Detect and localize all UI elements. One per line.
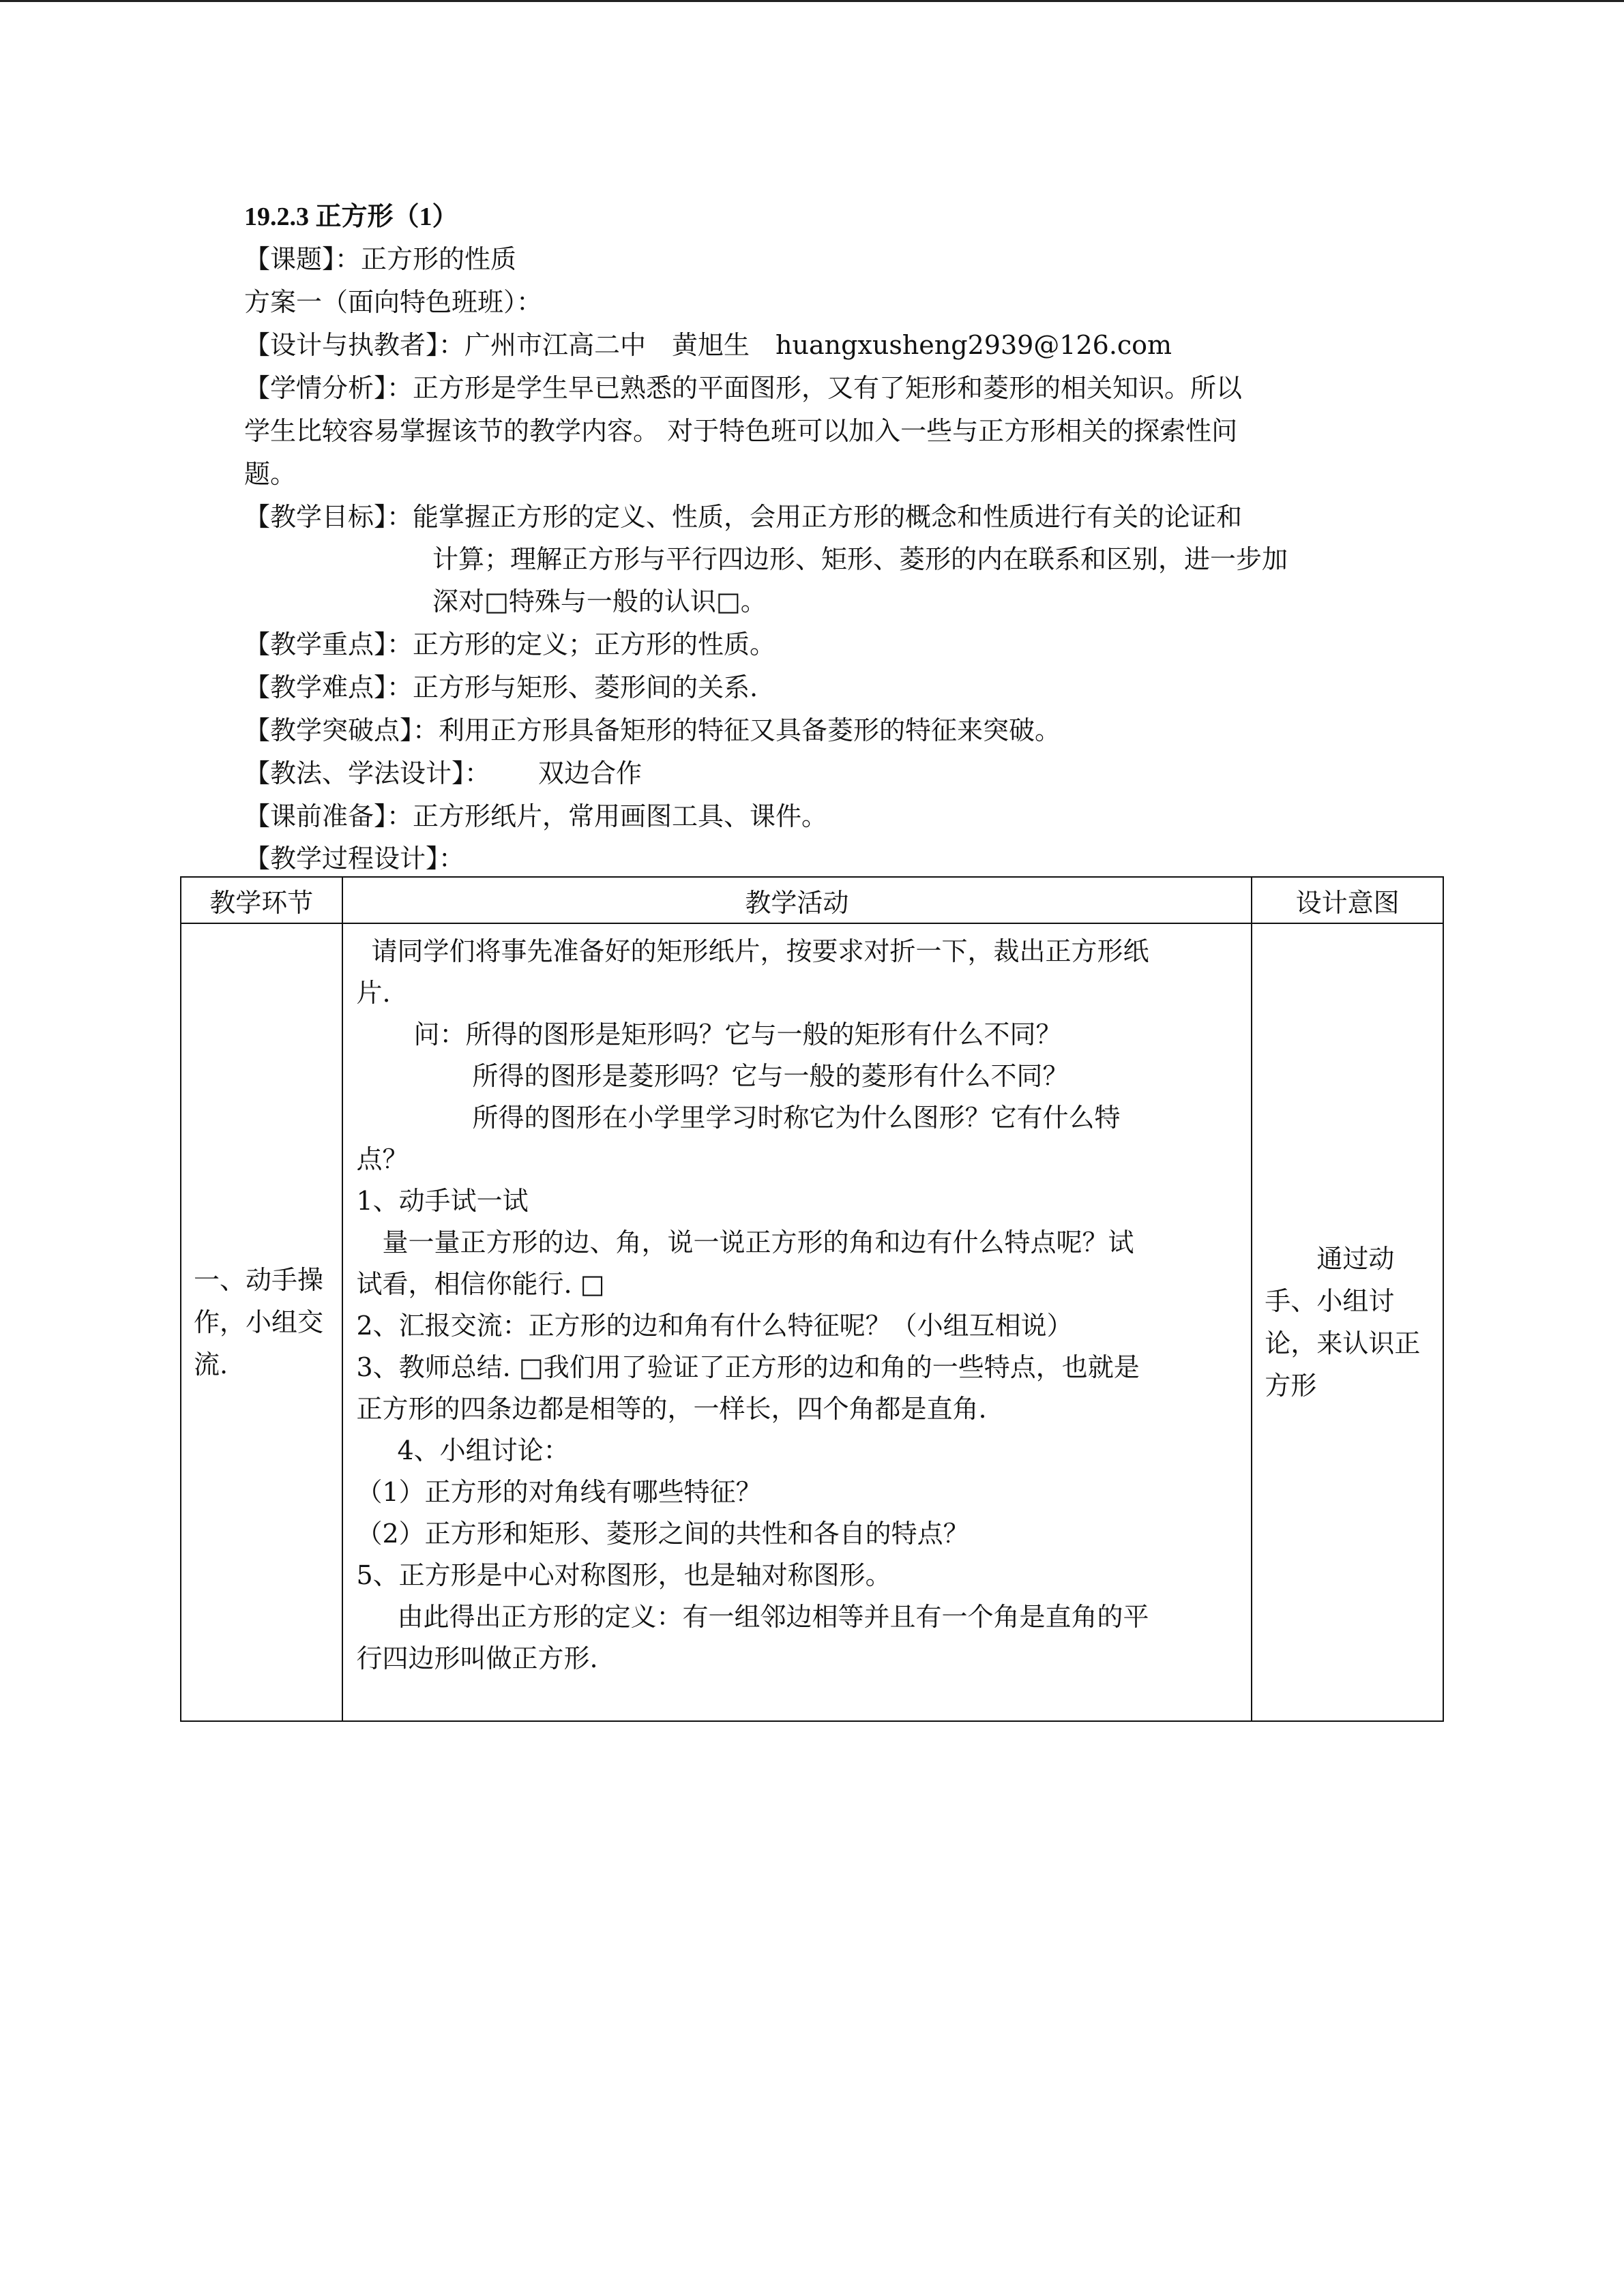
difficulty-value: 正方形与矩形、菱形间的关系.: [413, 672, 758, 702]
stage-cell: 一、动手操作，小组交流.: [181, 923, 342, 1721]
intent-cell: 通过动手、小组讨论，来认识正方形: [1252, 923, 1443, 1721]
activity-line: 量一量正方形的边、角，说一说正方形的角和边有什么特点呢？试: [382, 1227, 1134, 1257]
process-heading: 【教学过程设计】：: [244, 844, 465, 874]
table-row: [181, 923, 1443, 1721]
activity-line: 3、教师总结. □我们用了验证了正方形的边和角的一些特点，也就是: [356, 1352, 1140, 1382]
prep-row: [244, 801, 827, 832]
goal-line-1: 能掌握正方形的定义、性质，会用正方形的概念和性质进行有关的论证和: [413, 502, 1243, 532]
table-header-row: [181, 877, 1443, 923]
topic-label: 【课题】：: [244, 244, 361, 274]
page-top-border: [0, 0, 1624, 2]
plan-row: 方案一（面向特色班班）：: [244, 287, 543, 317]
goal-row: [244, 501, 1242, 533]
activity-line: 所得的图形在小学里学习时称它为什么图形？它有什么特: [472, 1103, 1121, 1133]
activity-line: 1、动手试一试: [356, 1186, 529, 1216]
goal-line-2: 计算；理解正方形与平行四边形、矩形、菱形的内在联系和区别，进一步加: [432, 544, 1288, 574]
activity-line: 点？: [356, 1144, 409, 1174]
key-value: 正方形的定义；正方形的性质。: [413, 629, 776, 659]
goal-line-3: 深对□特殊与一般的认识□。: [432, 586, 767, 616]
method-label: 【教法、学法设计】：: [244, 758, 491, 788]
prep-label: 【课前准备】：: [244, 801, 413, 831]
activity-line: 正方形的四条边都是相等的，一样长，四个角都是直角.: [356, 1394, 987, 1424]
page-title: 19.2.3 正方形（1）: [244, 203, 458, 231]
activities-cell: [342, 923, 1252, 1721]
method-value: 双边合作: [538, 758, 643, 788]
activity-line: 问：所得的图形是矩形吗？它与一般的矩形有什么不同？: [413, 1019, 1062, 1049]
analysis-line-2: 学生比较容易掌握该节的教学内容。 对于特色班可以加入一些与正方形相关的探索性问: [244, 416, 1238, 446]
header-activities: 教学活动: [342, 877, 1252, 923]
header-intent: 设计意图: [1252, 877, 1443, 923]
activity-line: 5、正方形是中心对称图形，也是轴对称图形。: [356, 1560, 891, 1590]
key-label: 【教学重点】：: [244, 629, 413, 659]
activity-line: 由此得出正方形的定义：有一组邻边相等并且有一个角是直角的平: [397, 1602, 1149, 1632]
breakthrough-value: 利用正方形具备矩形的特征又具备菱形的特征来突破。: [439, 715, 1061, 745]
designer-value: 广州市江高二中 黄旭生 huangxusheng2939@126.com: [464, 330, 1172, 360]
designer-row: [244, 329, 1172, 361]
key-row: [244, 629, 776, 660]
header-stage: 教学环节: [181, 877, 342, 923]
activity-line: 片.: [356, 978, 391, 1008]
activity-line: （2）正方形和矩形、菱形之间的共性和各自的特点？: [356, 1519, 969, 1549]
difficulty-label: 【教学难点】：: [244, 672, 413, 702]
analysis-line-3: 题。: [244, 459, 297, 489]
activity-line: 行四边形叫做正方形.: [356, 1643, 598, 1673]
activity-line: 请同学们将事先准备好的矩形纸片，按要求对折一下，裁出正方形纸: [371, 936, 1149, 966]
goal-label: 【教学目标】：: [244, 502, 413, 532]
activity-line: （1）正方形的对角线有哪些特征？: [356, 1477, 762, 1507]
breakthrough-label: 【教学突破点】：: [244, 715, 439, 745]
topic-value: 正方形的性质: [361, 244, 517, 274]
teaching-process-table: [180, 876, 1444, 1722]
activity-line: 2、汇报交流：正方形的边和角有什么特征呢？（小组互相说）: [356, 1311, 1073, 1341]
activity-line: 4、小组讨论：: [397, 1435, 570, 1465]
topic-row: [244, 243, 516, 275]
designer-label: 【设计与执教者】：: [244, 330, 465, 360]
analysis-label: 【学情分析】：: [244, 373, 413, 403]
analysis-line-1: 正方形是学生早已熟悉的平面图形，又有了矩形和菱形的相关知识。所以: [413, 373, 1243, 403]
method-row: [244, 758, 642, 789]
analysis-row: [244, 372, 1242, 404]
prep-value: 正方形纸片，常用画图工具、课件。: [413, 801, 828, 831]
activity-line: 所得的图形是菱形吗？它与一般的菱形有什么不同？: [472, 1061, 1069, 1091]
difficulty-row: [244, 672, 758, 703]
breakthrough-row: [244, 715, 1061, 746]
activity-line: 试看，相信你能行. □: [356, 1269, 605, 1299]
